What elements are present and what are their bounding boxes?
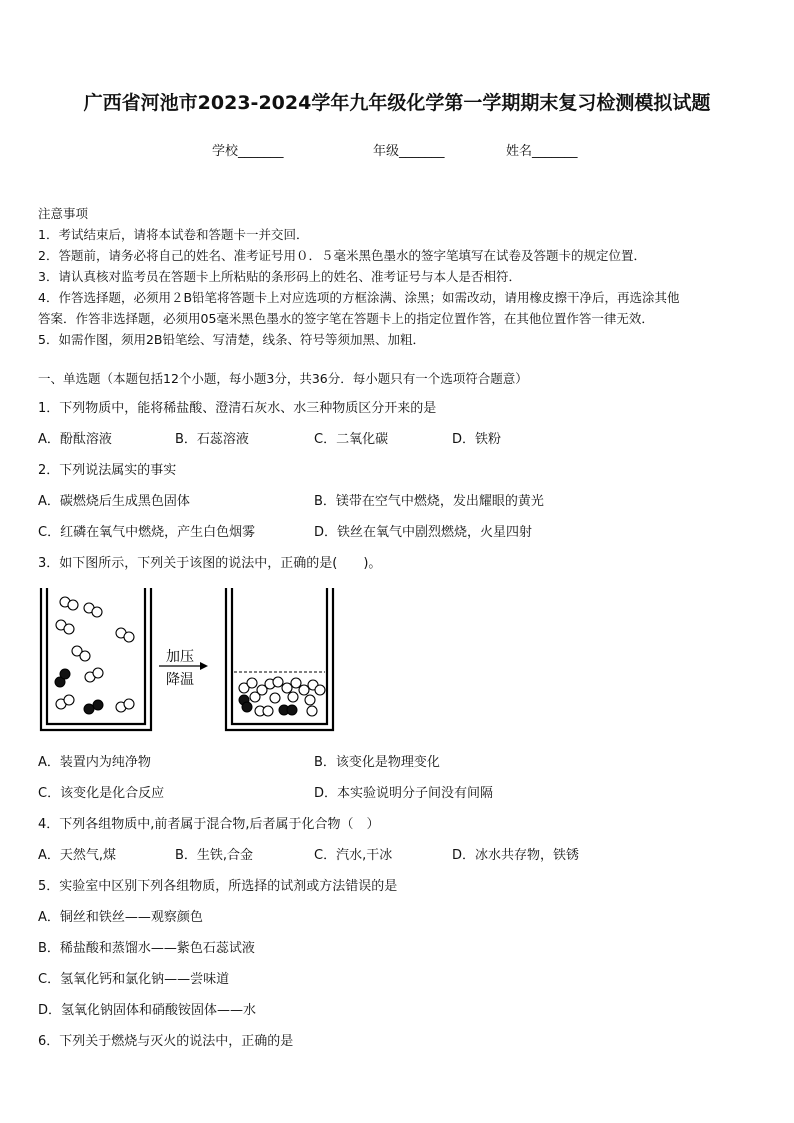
q4-option-c[interactable]: C．汽水,干冰 xyxy=(314,848,393,863)
q5-option-b[interactable]: B．稀盐酸和蒸馏水——紫色石蕊试液 xyxy=(38,941,255,956)
q3-option-b[interactable]: B．该变化是物理变化 xyxy=(314,755,440,770)
question-4-stem: 4．下列各组物质中,前者属于混合物,后者属于化合物（ ） xyxy=(38,817,380,832)
notice-item: 答案．作答非选择题，必须用05毫米黑色墨水的签字笔在答题卡上的指定位置作答，在其他位置作答一律无效． xyxy=(38,311,654,326)
q2-option-b[interactable]: B．镁带在空气中燃烧，发出耀眼的黄光 xyxy=(314,494,544,509)
q2-option-d[interactable]: D．铁丝在氧气中剧烈燃烧，火星四射 xyxy=(314,525,533,540)
q3-option-d[interactable]: D．本实验说明分子间没有间隔 xyxy=(314,786,494,801)
question-2-stem: 2．下列说法属实的事实 xyxy=(38,463,177,478)
notice-item: 3．请认真核对监考员在答题卡上所粘贴的条形码上的姓名、准考证号与本人是否相符． xyxy=(38,269,521,284)
section-heading: 一、单选题（本题包括12个小题，每小题3分，共36分．每小题只有一个选项符合题意） xyxy=(38,371,528,386)
question-3-stem: 3．如下图所示，下列关于该图的说法中，正确的是( )。 xyxy=(38,556,382,571)
name-field: 姓名_______ xyxy=(506,144,578,159)
q2-option-a[interactable]: A．碳燃烧后生成黑色固体 xyxy=(38,494,190,509)
q4-option-a[interactable]: A．天然气,煤 xyxy=(38,848,117,863)
grade-field: 年级_______ xyxy=(373,144,445,159)
notice-item: 5．如需作图，须用2B铅笔绘、写清楚，线条、符号等须加黑、加粗． xyxy=(38,332,425,347)
q2-option-c[interactable]: C．红磷在氧气中燃烧，产生白色烟雾 xyxy=(38,525,256,540)
arrow-label-pressure: 加压 xyxy=(166,649,194,665)
question-1-stem: 1．下列物质中，能将稀盐酸、澄清石灰水、水三种物质区分开来的是 xyxy=(38,401,437,416)
school-field: 学校_______ xyxy=(212,144,284,159)
q4-option-b[interactable]: B．生铁,合金 xyxy=(175,848,254,863)
exam-title: 广西省河池市2023-2024学年九年级化学第一学期期末复习检测模拟试题 xyxy=(83,92,711,114)
q5-option-d[interactable]: D．氢氧化钠固体和硝酸铵固体——水 xyxy=(38,1003,257,1018)
question-6-stem: 6．下列关于燃烧与灭火的说法中，正确的是 xyxy=(38,1034,294,1049)
q1-option-b[interactable]: B．石蕊溶液 xyxy=(175,432,249,447)
arrow-label-cooling: 降温 xyxy=(166,672,194,688)
left-white-molecules xyxy=(56,597,134,712)
q3-option-c[interactable]: C．该变化是化合反应 xyxy=(38,786,165,801)
q4-option-d[interactable]: D．冰水共存物，铁锈 xyxy=(452,848,580,863)
q5-option-c[interactable]: C．氢氧化钙和氯化钠——尝味道 xyxy=(38,972,230,987)
notice-heading: 注意事项 xyxy=(38,206,89,221)
q1-option-d[interactable]: D．铁粉 xyxy=(452,432,502,447)
molecule-diagram xyxy=(30,580,360,740)
q1-option-a[interactable]: A．酚酞溶液 xyxy=(38,432,112,447)
q1-option-c[interactable]: C．二氧化碳 xyxy=(314,432,389,447)
notice-item: 4．作答选择题，必须用２B铅笔将答题卡上对应选项的方框涂满、涂黑；如需改动，请用橡皮擦干净后，再选涂其他 xyxy=(38,290,680,305)
q5-option-a[interactable]: A．铜丝和铁丝——观察颜色 xyxy=(38,910,203,925)
notice-item: 2．答题前，请务必将自己的姓名、准考证号用０．５毫米黑色墨水的签字笔填写在试卷及答题卡的规定位置． xyxy=(38,248,646,263)
q3-option-a[interactable]: A．装置内为纯净物 xyxy=(38,755,151,770)
notice-item: 1．考试结束后，请将本试卷和答题卡一并交回． xyxy=(38,227,309,242)
question-5-stem: 5．实验室中区别下列各组物质，所选择的试剂或方法错误的是 xyxy=(38,879,398,894)
